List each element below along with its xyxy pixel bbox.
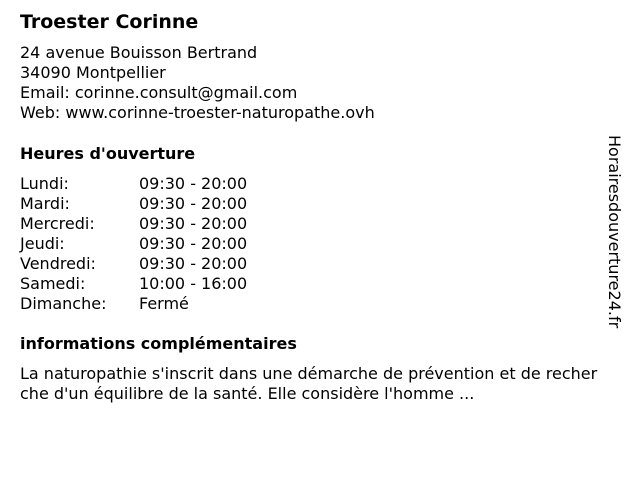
contact-block [20, 43, 375, 123]
hours-row [20, 214, 320, 234]
info-heading: informations complémentaires [20, 334, 297, 353]
hours-time: 09:30 - 20:00 [139, 234, 248, 253]
hours-day: Samedi: [20, 274, 86, 293]
opening-hours-list [20, 174, 320, 314]
hours-row [20, 234, 320, 254]
address-street: 24 avenue Bouisson Bertrand [20, 43, 258, 62]
hours-time: 09:30 - 20:00 [139, 174, 248, 193]
hours-day: Jeudi: [20, 234, 65, 253]
description-text: La naturopathie s'inscrit dans une démarche de prévention et de recherche d'un équilibre de la santé. Elle considère l'homme ... [20, 364, 598, 403]
hours-row [20, 254, 320, 274]
email-text: Email: corinne.consult@gmail.com [20, 83, 298, 102]
hours-time: 09:30 - 20:00 [139, 214, 248, 233]
hours-time: 10:00 - 16:00 [139, 274, 248, 293]
address-city: 34090 Montpellier [20, 63, 166, 82]
hours-row [20, 194, 320, 214]
hours-day: Dimanche: [20, 294, 107, 313]
hours-time: 09:30 - 20:00 [139, 194, 248, 213]
hours-row [20, 174, 320, 194]
hours-day: Mardi: [20, 194, 70, 213]
hours-time: 09:30 - 20:00 [139, 254, 248, 273]
website-text: Web: www.corinne-troester-naturopathe.ovh [20, 103, 375, 122]
hours-heading: Heures d'ouverture [20, 144, 196, 163]
business-name: Troester Corinne [20, 11, 199, 33]
hours-row [20, 294, 320, 314]
site-watermark: Horairesdouverture24.fr [605, 135, 624, 329]
hours-day: Vendredi: [20, 254, 96, 273]
hours-time: Fermé [139, 294, 189, 313]
hours-row [20, 274, 320, 294]
hours-day: Mercredi: [20, 214, 95, 233]
hours-day: Lundi: [20, 174, 69, 193]
